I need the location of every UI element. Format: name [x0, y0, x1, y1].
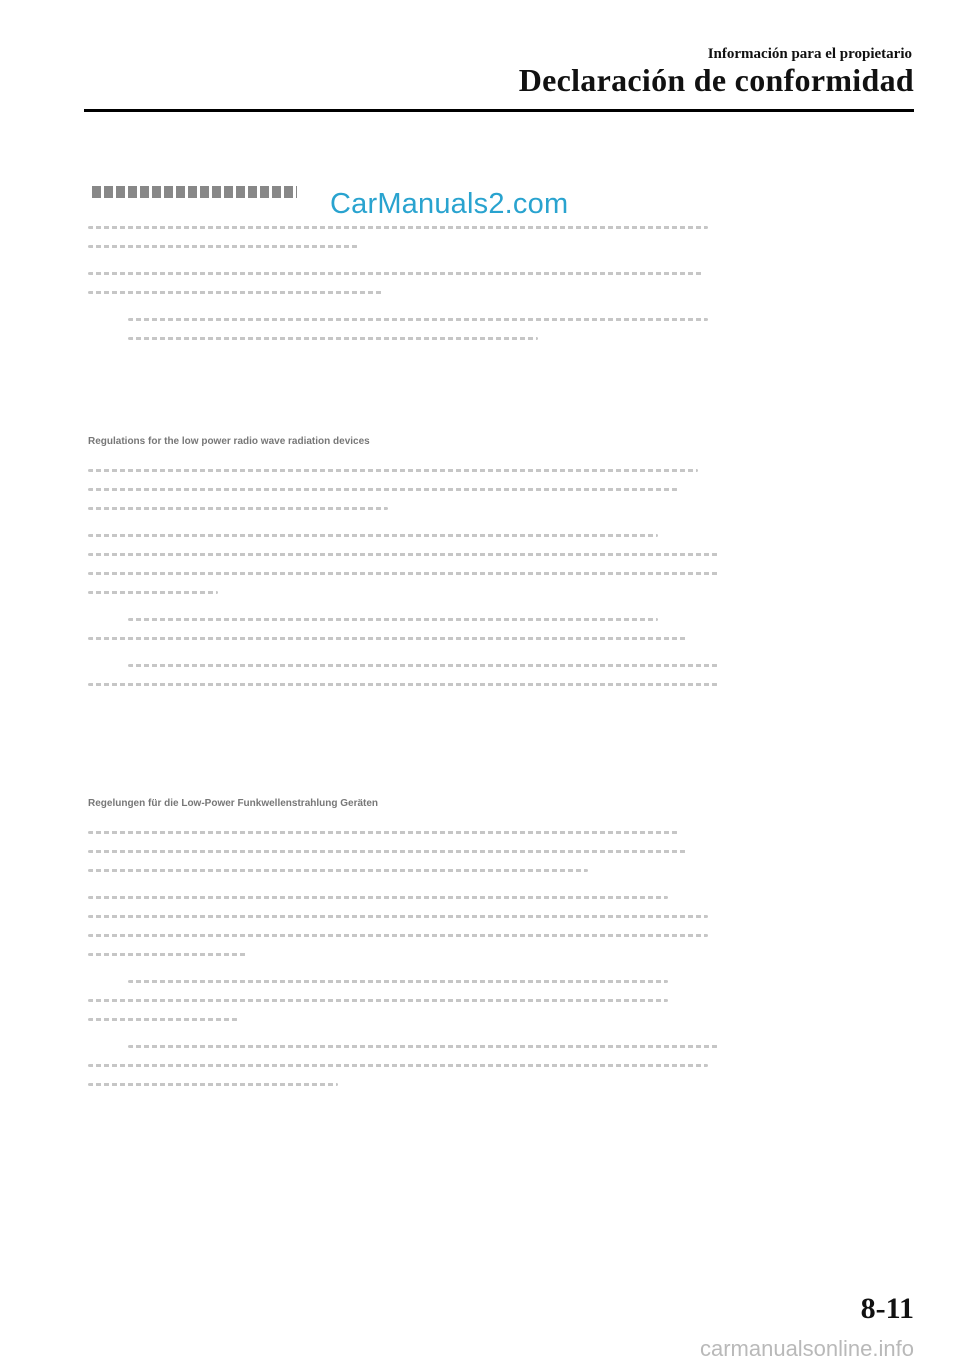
- header-subtitle: Información para el propietario: [707, 46, 912, 62]
- header-divider: [84, 109, 914, 112]
- chinese-heading-illegible: [92, 186, 297, 198]
- section-en: [88, 436, 728, 686]
- section-de-heading: Regelungen für die Low-Power Funkwellenstrahlung Geräten: [88, 798, 379, 809]
- watermark-top: CarManuals2.com: [330, 188, 569, 220]
- section-de: [88, 798, 728, 1086]
- chinese-paragraphs: [88, 226, 728, 340]
- page-title: Declaración de conformidad: [518, 62, 914, 98]
- watermark-bottom: carmanualsonline.info: [699, 1336, 914, 1361]
- section-en-heading: Regulations for the low power radio wave radiation devices: [88, 436, 370, 447]
- page-number: 8-11: [860, 1292, 914, 1325]
